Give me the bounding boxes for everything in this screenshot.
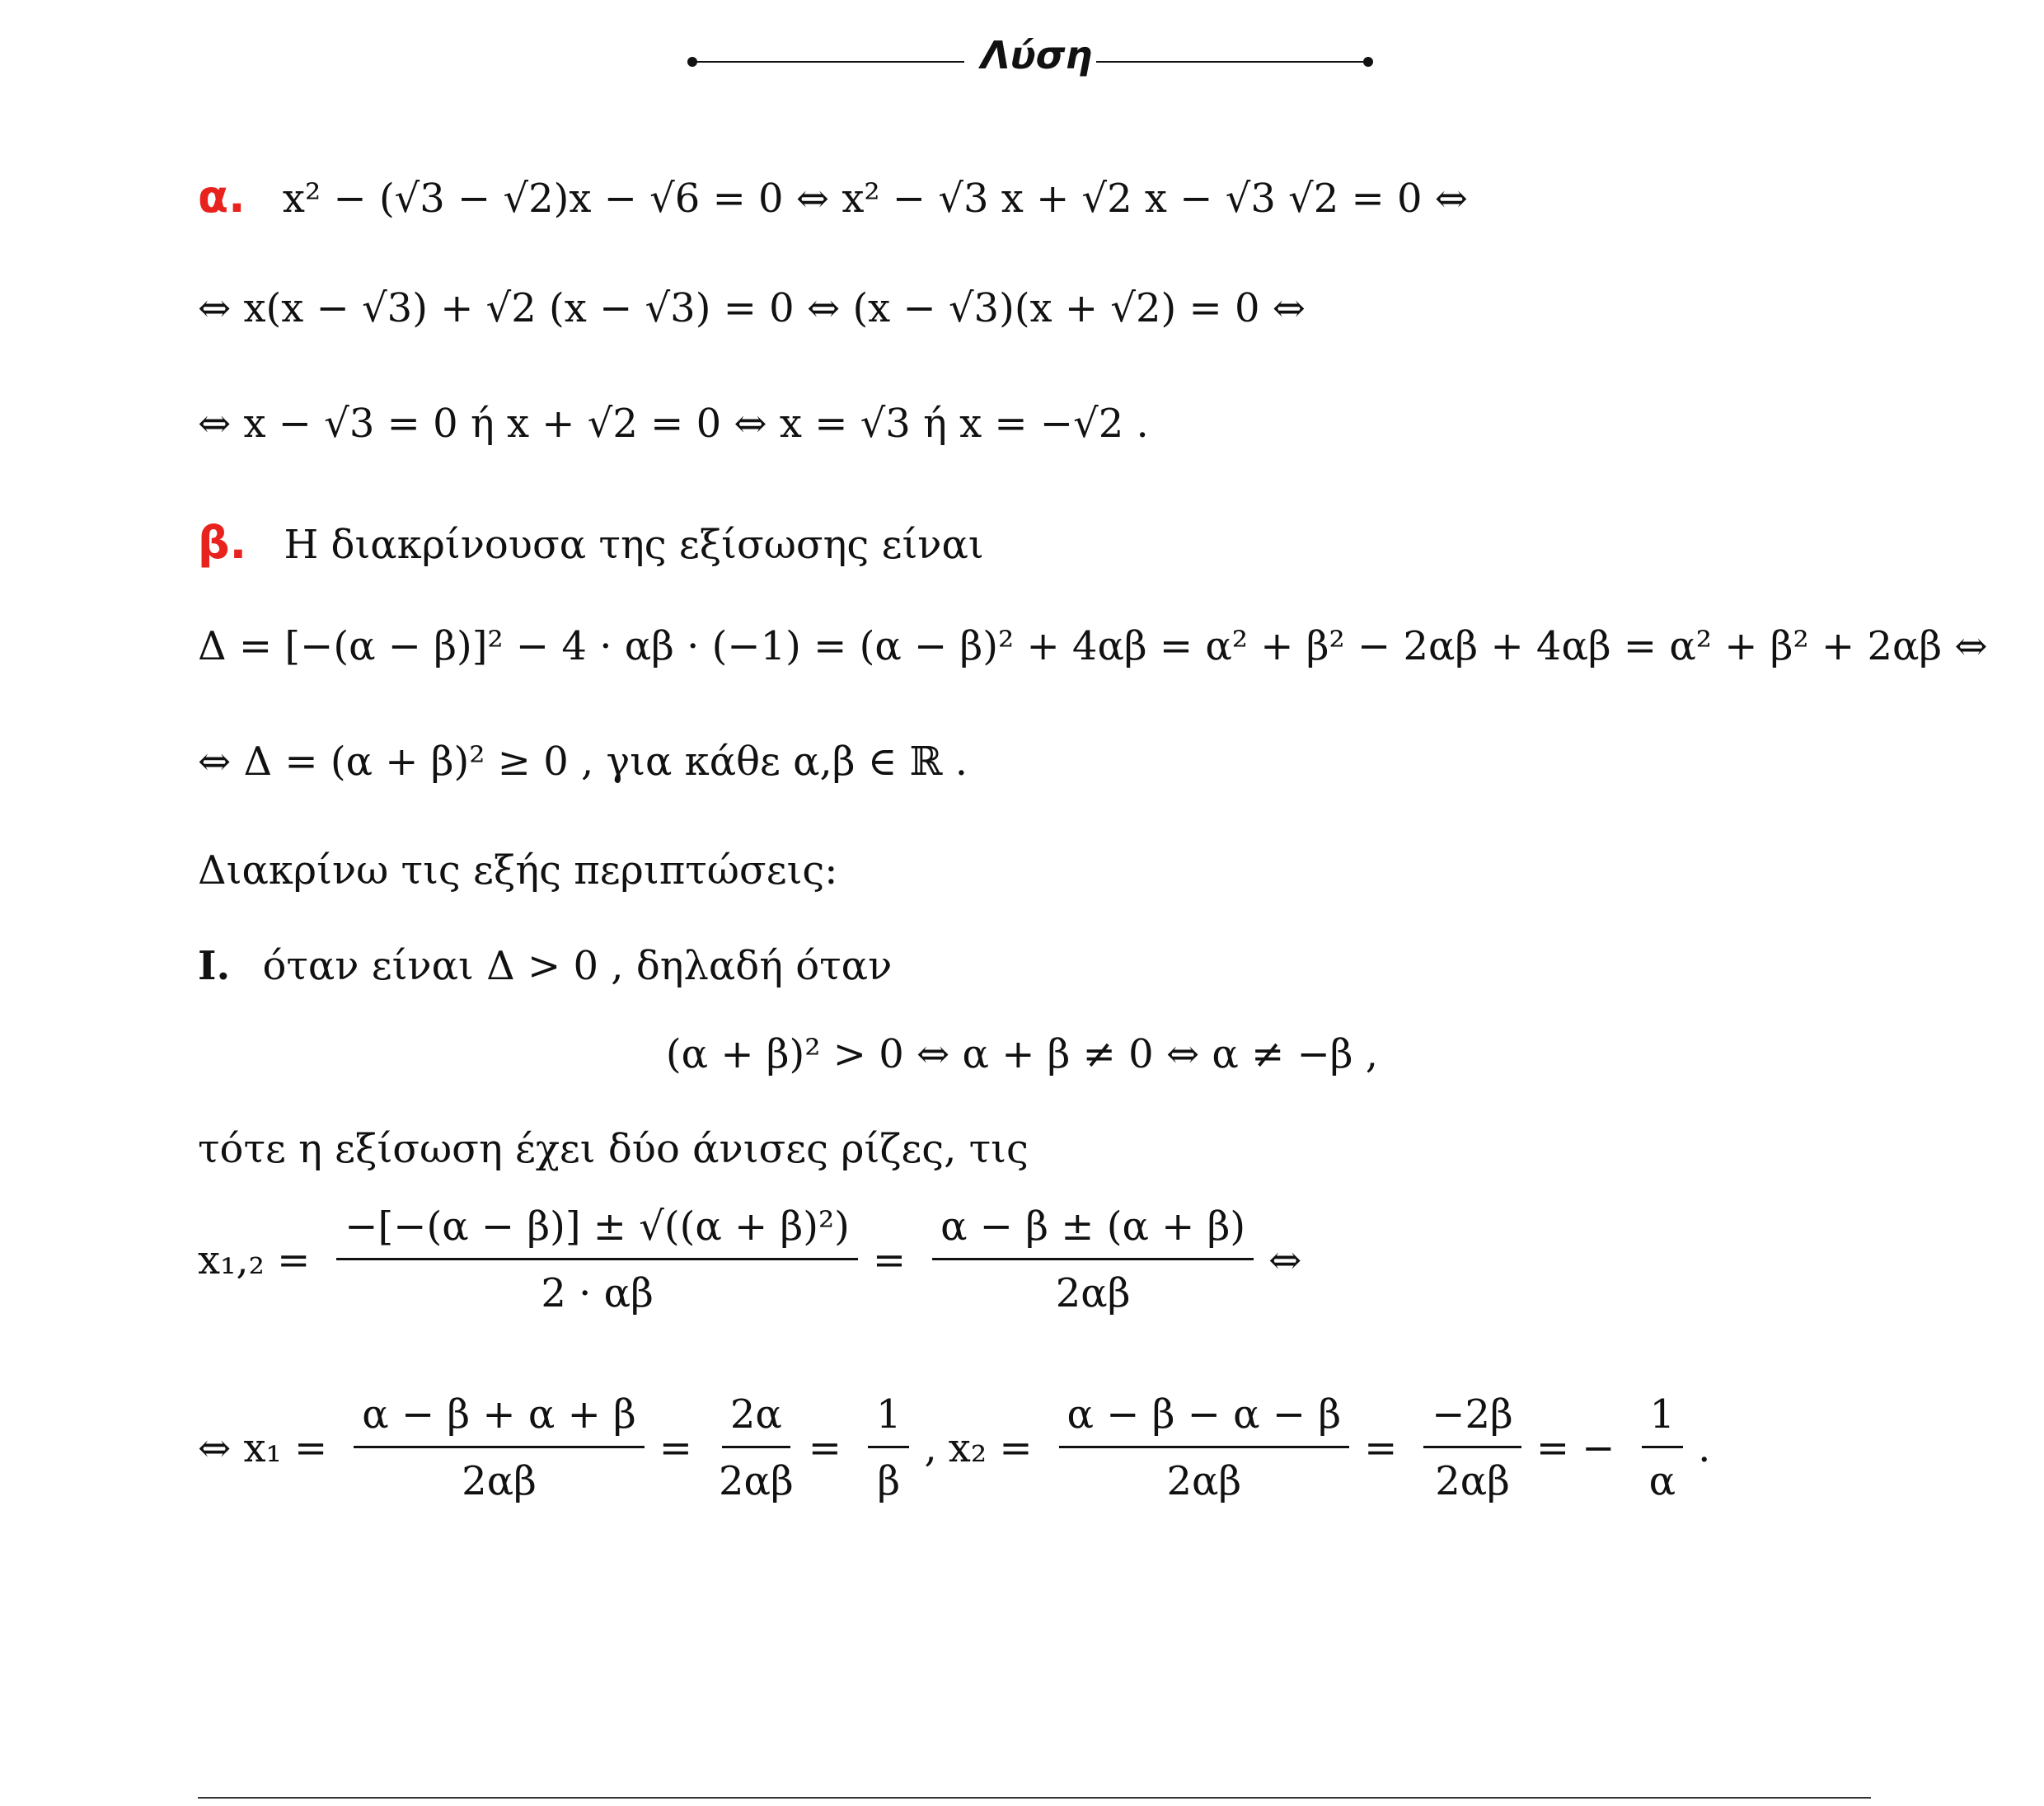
fraction-numerator: α − β ± (α + β)	[932, 1203, 1254, 1260]
fraction-numerator: 1	[868, 1391, 910, 1448]
part-b-intro: Η διακρίνουσα της εξίσωσης είναι	[284, 522, 984, 568]
fraction-denominator: α	[1648, 1458, 1676, 1504]
header-rule-left	[692, 61, 964, 63]
fraction-numerator: 1	[1642, 1391, 1684, 1448]
fraction-x1-b	[719, 1391, 794, 1504]
case-1-label: I.	[198, 943, 231, 989]
fraction-x2-c	[1642, 1391, 1684, 1504]
roots-formula	[198, 1203, 1313, 1316]
fraction-numerator: −[−(α − β)] ± √((α + β)²)	[336, 1203, 858, 1260]
x2-lhs: x₂ =	[948, 1424, 1033, 1471]
fraction-numerator: α − β − α − β	[1059, 1391, 1350, 1448]
period: .	[1698, 1424, 1711, 1471]
roots-intro: τότε η εξίσωση έχει δύο άνισες ρίζες, τις	[198, 1126, 1029, 1172]
separator: ,	[924, 1424, 937, 1471]
fraction-numerator: 2α	[722, 1391, 790, 1448]
fraction-numerator: −2β	[1423, 1391, 1521, 1448]
fraction-x2-a	[1059, 1391, 1350, 1504]
case-1-line	[198, 943, 893, 989]
solution-header	[0, 0, 2044, 99]
discriminant-equation: Δ = [−(α − β)]² − 4 · αβ · (−1) = (α − β)² + 4αβ = α² + β² − 2αβ + 4αβ = α² + β² + 2αβ ⇔	[198, 623, 1988, 669]
fraction-denominator: 2 · αβ	[541, 1270, 654, 1316]
rule-dot-left	[687, 57, 697, 67]
negative-equals: = −	[1535, 1424, 1615, 1471]
equivalence-sign: ⇔	[1268, 1236, 1302, 1283]
part-a-equation-3: ⇔ x − √3 = 0 ή x + √2 = 0 ⇔ x = √3 ή x = −√2 .	[198, 401, 1149, 447]
rule-dot-right	[1363, 57, 1373, 67]
fraction-denominator: 2αβ	[1055, 1270, 1131, 1316]
fraction-numerator: α − β + α + β	[354, 1391, 645, 1448]
part-a-line-1	[198, 171, 1468, 223]
fraction-x1-c	[868, 1391, 910, 1504]
fraction-denominator: β	[877, 1458, 901, 1504]
roots-values: ⇔ x₁ = $\frac{\alpha - \beta + \alpha + \beta}{2\alpha\beta}$ = $\frac{2\alpha}{2\alpha\beta}$ = $\frac{1}{\beta}$ , x₂ = $\frac{\alpha - \beta - \alpha - \beta}{2\alpha\beta}$ = $\frac{-2\beta}{2\alpha\beta}$ = − $\frac{1}{\alpha}$ .	[198, 1391, 1711, 1504]
part-b-intro-line	[198, 517, 984, 569]
fraction-quadratic	[336, 1203, 858, 1316]
part-a-equation-1: x² − (√3 − √2)x − √6 = 0 ⇔ x² − √3 x + √2 x − √3 √2 = 0 ⇔	[282, 176, 1468, 222]
case-1-condition: (α + β)² > 0 ⇔ α + β ≠ 0 ⇔ α ≠ −β ,	[665, 1031, 1379, 1077]
header-rule-right	[1096, 61, 1368, 63]
footer-rule	[198, 1797, 1871, 1799]
fraction-x2-b	[1423, 1391, 1521, 1504]
x1-lhs: ⇔ x₁ =	[198, 1424, 328, 1471]
part-a-label: α.	[198, 171, 246, 223]
fraction-simplified	[932, 1203, 1254, 1316]
fraction-denominator: 2αβ	[1166, 1458, 1242, 1504]
fraction-denominator: 2αβ	[1435, 1458, 1510, 1504]
roots-lhs: x₁,₂ =	[198, 1236, 311, 1283]
solution-title: Λύση	[981, 33, 1093, 77]
part-b-label: β.	[198, 517, 247, 569]
cases-intro: Διακρίνω τις εξής περιπτώσεις:	[198, 847, 838, 894]
fraction-denominator: 2αβ	[719, 1458, 794, 1504]
fraction-denominator: 2αβ	[462, 1458, 537, 1504]
case-1-text: όταν είναι Δ > 0 , δηλαδή όταν	[262, 943, 893, 989]
fraction-x1-a	[354, 1391, 645, 1504]
part-a-equation-2: ⇔ x(x − √3) + √2 (x − √3) = 0 ⇔ (x − √3)(x + √2) = 0 ⇔	[198, 285, 1306, 331]
equals-sign: =	[872, 1236, 907, 1283]
discriminant-result: ⇔ Δ = (α + β)² ≥ 0 , για κάθε α,β ∈ ℝ .	[198, 739, 968, 785]
